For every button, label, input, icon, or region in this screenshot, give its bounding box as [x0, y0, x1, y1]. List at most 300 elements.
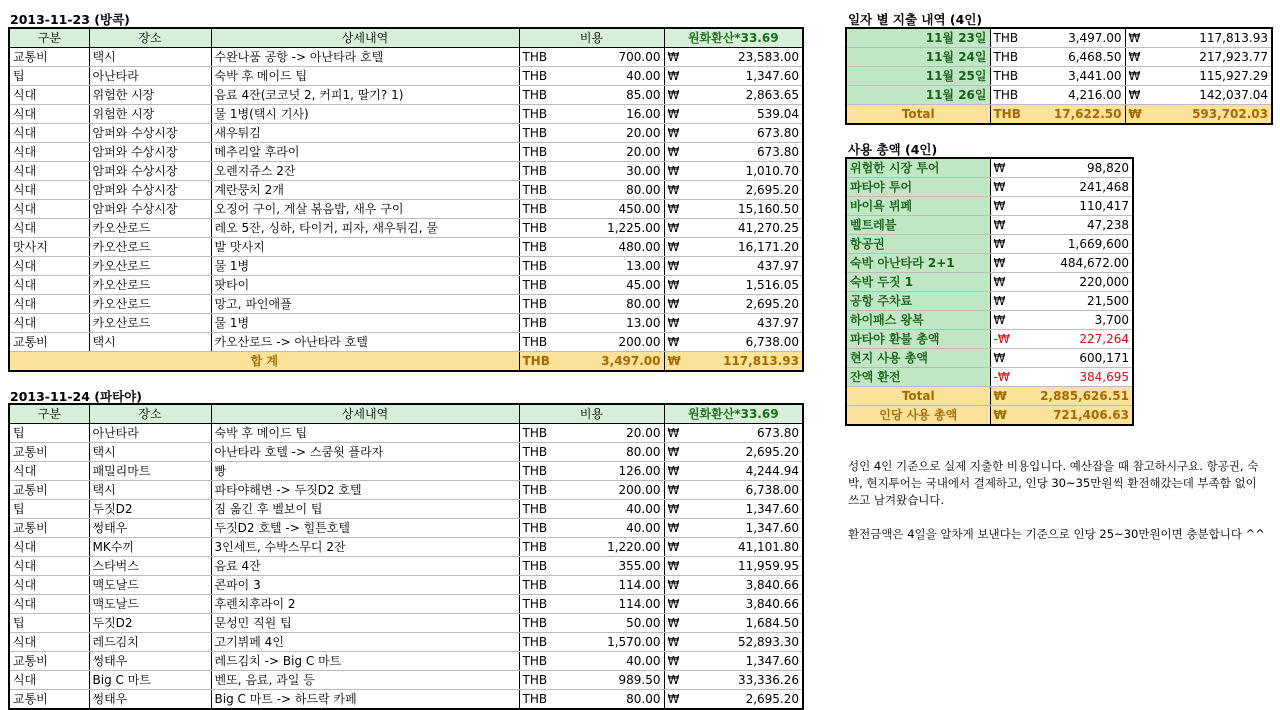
cell-detail: 메추리알 후라이 [211, 143, 519, 162]
usage-amount: 241,468 [1020, 178, 1133, 197]
usage-row [846, 368, 1133, 387]
table-row [9, 462, 803, 481]
cell-currency: THB [519, 276, 574, 295]
usage-amount: 98,820 [1020, 158, 1133, 178]
won-sign: ₩ [990, 273, 1020, 292]
cell-currency: THB [519, 671, 574, 690]
cell-currency: THB [519, 124, 574, 143]
cell-won-sign: ₩ [664, 143, 694, 162]
cell-category: 식대 [9, 86, 89, 105]
cell-place: 썽태우 [89, 652, 211, 671]
cell-detail: 숙박 후 메이드 팁 [211, 424, 519, 443]
usage-row [846, 197, 1133, 216]
cell-place: 패밀리마트 [89, 462, 211, 481]
header-detail: 상세내역 [211, 404, 519, 424]
cell-detail: 망고, 파인애플 [211, 295, 519, 314]
table-header-row [9, 404, 803, 424]
cell-place: 카오산로드 [89, 219, 211, 238]
cell-detail: 카오산로드 -> 아난타라 호텔 [211, 333, 519, 352]
cell-krw-amount: 6,738.00 [694, 333, 803, 352]
table-row [9, 143, 803, 162]
day2-title: 2013-11-24 (파타야) [10, 389, 142, 404]
won-sign: ₩ [990, 158, 1020, 178]
cell-amount: 114.00 [574, 595, 664, 614]
cell-category: 식대 [9, 143, 89, 162]
cell-currency: THB [519, 219, 574, 238]
cell-amount: 1,570.00 [574, 633, 664, 652]
daily-total-row [846, 105, 1272, 125]
thb-amount: 6,468.50 [1035, 48, 1125, 67]
won-sign: ₩ [990, 292, 1020, 311]
cell-won-sign: ₩ [664, 181, 694, 200]
cell-amount: 85.00 [574, 86, 664, 105]
cell-krw-amount: 6,738.00 [694, 481, 803, 500]
table-row [9, 219, 803, 238]
table-row [9, 633, 803, 652]
header-krw: 원화환산*33.69 [664, 28, 803, 48]
usage-label: 파타야 투어 [846, 178, 990, 197]
thb-amount: 4,216.00 [1035, 86, 1125, 105]
cell-amount: 40.00 [574, 500, 664, 519]
cell-place: 썽태우 [89, 690, 211, 710]
usage-row [846, 158, 1133, 178]
cell-currency: THB [519, 652, 574, 671]
header-place: 장소 [89, 28, 211, 48]
cell-krw-amount: 3,840.66 [694, 576, 803, 595]
cell-currency: THB [519, 538, 574, 557]
usage-label: 벨트레블 [846, 216, 990, 235]
cell-krw-amount: 2,695.20 [694, 690, 803, 710]
cell-won-sign: ₩ [664, 443, 694, 462]
cell-won-sign: ₩ [664, 200, 694, 219]
cell-amount: 13.00 [574, 314, 664, 333]
usage-row [846, 292, 1133, 311]
cell-won-sign: ₩ [664, 538, 694, 557]
usage-amount: 3,700 [1020, 311, 1133, 330]
cell-amount: 700.00 [574, 48, 664, 67]
cell-won-sign: ₩ [664, 462, 694, 481]
cell-detail: 계란뭉치 2개 [211, 181, 519, 200]
table-row [9, 614, 803, 633]
table-row [9, 652, 803, 671]
won-sign: -₩ [990, 330, 1020, 349]
day-label: 11월 23일 [846, 28, 990, 48]
usage-row [846, 235, 1133, 254]
cell-krw-amount: 16,171.20 [694, 238, 803, 257]
daily-row [846, 48, 1272, 67]
daily-total-amount: 17,622.50 [1035, 105, 1125, 125]
table-row [9, 500, 803, 519]
cell-detail: 콘파이 3 [211, 576, 519, 595]
cell-currency: THB [519, 105, 574, 124]
table-row [9, 576, 803, 595]
cell-place: 암퍼와 수상시장 [89, 162, 211, 181]
table-row [9, 557, 803, 576]
cell-amount: 450.00 [574, 200, 664, 219]
table-row [9, 443, 803, 462]
cell-currency: THB [519, 86, 574, 105]
cell-amount: 355.00 [574, 557, 664, 576]
cell-place: 썽태우 [89, 519, 211, 538]
day1-expense-table [8, 27, 804, 372]
usage-total-amount: 2,885,626.51 [1020, 387, 1133, 406]
cell-place: 카오산로드 [89, 257, 211, 276]
usage-total-row [846, 387, 1133, 406]
note-text [848, 458, 1268, 560]
usage-amount: 1,669,600 [1020, 235, 1133, 254]
cell-detail: 음료 4잔(코코넛 2, 커피1, 딸기? 1) [211, 86, 519, 105]
won-sign: ₩ [990, 387, 1020, 406]
table-row [9, 295, 803, 314]
cell-category: 교통비 [9, 443, 89, 462]
table-row [9, 519, 803, 538]
thb-amount: 3,441.00 [1035, 67, 1125, 86]
table-row [9, 424, 803, 443]
table-row [9, 690, 803, 710]
cell-detail: Big C 마트 -> 하드락 카페 [211, 690, 519, 710]
cell-won-sign: ₩ [664, 576, 694, 595]
table-row [9, 671, 803, 690]
cell-won-sign: ₩ [664, 424, 694, 443]
cell-krw-amount: 1,347.60 [694, 500, 803, 519]
won-sign: ₩ [990, 197, 1020, 216]
cell-won-sign: ₩ [664, 67, 694, 86]
table-row [9, 257, 803, 276]
cell-krw-amount: 3,840.66 [694, 595, 803, 614]
table-row [9, 314, 803, 333]
cell-category: 식대 [9, 576, 89, 595]
cell-place: 택시 [89, 333, 211, 352]
cell-place: 암퍼와 수상시장 [89, 181, 211, 200]
krw-amount: 117,813.93 [1155, 28, 1272, 48]
cell-place: 암퍼와 수상시장 [89, 143, 211, 162]
usage-label: 현지 사용 총액 [846, 349, 990, 368]
cell-currency: THB [519, 576, 574, 595]
cell-won-sign: ₩ [664, 124, 694, 143]
krw-amount: 217,923.77 [1155, 48, 1272, 67]
cell-detail: 문성민 직원 팁 [211, 614, 519, 633]
cell-currency: THB [519, 481, 574, 500]
cell-category: 식대 [9, 124, 89, 143]
usage-label: 잔액 환전 [846, 368, 990, 387]
cell-category: 팁 [9, 614, 89, 633]
usage-label: 숙박 두짓 1 [846, 273, 990, 292]
cell-won-sign: ₩ [664, 86, 694, 105]
cell-currency: THB [519, 295, 574, 314]
currency: THB [990, 67, 1035, 86]
cell-currency: THB [519, 595, 574, 614]
cell-krw-amount: 437.97 [694, 314, 803, 333]
cell-place: 택시 [89, 481, 211, 500]
usage-row [846, 273, 1133, 292]
cell-krw-amount: 1,684.50 [694, 614, 803, 633]
usage-row [846, 178, 1133, 197]
thb-amount: 3,497.00 [1035, 28, 1125, 48]
daily-total-label: Total [846, 105, 990, 125]
total-currency: THB [519, 352, 574, 372]
cell-krw-amount: 52,893.30 [694, 633, 803, 652]
cell-amount: 80.00 [574, 690, 664, 710]
cell-place: 택시 [89, 48, 211, 67]
cell-krw-amount: 2,863.65 [694, 86, 803, 105]
cell-won-sign: ₩ [664, 500, 694, 519]
cell-category: 식대 [9, 633, 89, 652]
total-krw-amount: 117,813.93 [694, 352, 803, 372]
cell-place: 레드김치 [89, 633, 211, 652]
cell-krw-amount: 33,336.26 [694, 671, 803, 690]
cell-detail: 오렌지쥬스 2잔 [211, 162, 519, 181]
cell-won-sign: ₩ [664, 614, 694, 633]
usage-label: 파타야 환불 총액 [846, 330, 990, 349]
cell-currency: THB [519, 162, 574, 181]
cell-currency: THB [519, 557, 574, 576]
won-sign: ₩ [990, 254, 1020, 273]
cell-category: 맛사지 [9, 238, 89, 257]
cell-won-sign: ₩ [664, 105, 694, 124]
cell-category: 팁 [9, 500, 89, 519]
cell-currency: THB [519, 238, 574, 257]
cell-detail: 벤또, 음료, 과일 등 [211, 671, 519, 690]
cell-currency: THB [519, 462, 574, 481]
total-amount: 3,497.00 [574, 352, 664, 372]
cell-category: 식대 [9, 295, 89, 314]
cell-detail: 수완나품 공항 -> 아난타라 호텔 [211, 48, 519, 67]
usage-total-amount: 721,406.63 [1020, 406, 1133, 426]
cell-place: MK수끼 [89, 538, 211, 557]
cell-amount: 200.00 [574, 333, 664, 352]
cell-place: 아난타라 [89, 67, 211, 86]
cell-amount: 989.50 [574, 671, 664, 690]
cell-krw-amount: 11,959.95 [694, 557, 803, 576]
cell-won-sign: ₩ [664, 652, 694, 671]
note-paragraph-1: 성인 4인 기준으로 실제 지출한 비용입니다. 예산잡을 때 참고하시구요. 항공권, 숙박, 현지투어는 국내에서 결제하고, 인당 30~35만원씩 환전해갔는데 부족함 없이 쓰고 남겨왔습니다. [848, 459, 1259, 507]
cell-detail: 빵 [211, 462, 519, 481]
usage-label: 바이욕 뷔페 [846, 197, 990, 216]
cell-currency: THB [519, 633, 574, 652]
cell-place: 카오산로드 [89, 295, 211, 314]
krw-amount: 115,927.29 [1155, 67, 1272, 86]
cell-amount: 80.00 [574, 295, 664, 314]
cell-category: 식대 [9, 257, 89, 276]
cell-won-sign: ₩ [664, 557, 694, 576]
cell-place: 두짓D2 [89, 614, 211, 633]
daily-total-currency: THB [990, 105, 1035, 125]
cell-won-sign: ₩ [664, 595, 694, 614]
cell-krw-amount: 1,010.70 [694, 162, 803, 181]
usage-label: 위험한 시장 투어 [846, 158, 990, 178]
cell-won-sign: ₩ [664, 238, 694, 257]
table-row [9, 67, 803, 86]
usage-total-label: Total [846, 387, 990, 406]
cell-detail: 오징어 구이, 게살 볶음밥, 새우 구이 [211, 200, 519, 219]
cell-currency: THB [519, 443, 574, 462]
cell-krw-amount: 673.80 [694, 124, 803, 143]
header-category: 구분 [9, 28, 89, 48]
cell-won-sign: ₩ [664, 314, 694, 333]
cell-krw-amount: 1,347.60 [694, 519, 803, 538]
cell-place: 스타벅스 [89, 557, 211, 576]
usage-row [846, 349, 1133, 368]
header-cost: 비용 [519, 404, 664, 424]
cell-won-sign: ₩ [664, 333, 694, 352]
cell-place: 위험한 시장 [89, 86, 211, 105]
cell-place: 암퍼와 수상시장 [89, 124, 211, 143]
usage-amount: 227,264 [1020, 330, 1133, 349]
daily-row [846, 67, 1272, 86]
cell-place: 위험한 시장 [89, 105, 211, 124]
cell-amount: 480.00 [574, 238, 664, 257]
cell-amount: 50.00 [574, 614, 664, 633]
usage-amount: 220,000 [1020, 273, 1133, 292]
cell-krw-amount: 673.80 [694, 424, 803, 443]
won-sign: ₩ [1125, 28, 1155, 48]
cell-krw-amount: 15,160.50 [694, 200, 803, 219]
cell-category: 식대 [9, 671, 89, 690]
cell-detail: 물 1병 [211, 314, 519, 333]
cell-krw-amount: 23,583.00 [694, 48, 803, 67]
won-sign: ₩ [990, 216, 1020, 235]
cell-amount: 20.00 [574, 143, 664, 162]
cell-place: Big C 마트 [89, 671, 211, 690]
total-label: 합 계 [9, 352, 519, 372]
daily-title: 일자 별 지출 내역 (4인) [848, 12, 983, 27]
cell-amount: 45.00 [574, 276, 664, 295]
cell-amount: 1,225.00 [574, 219, 664, 238]
cell-detail: 팟타이 [211, 276, 519, 295]
cell-currency: THB [519, 200, 574, 219]
cell-krw-amount: 41,101.80 [694, 538, 803, 557]
cell-won-sign: ₩ [664, 481, 694, 500]
cell-category: 팁 [9, 67, 89, 86]
usage-amount: 484,672.00 [1020, 254, 1133, 273]
header-place: 장소 [89, 404, 211, 424]
cell-amount: 30.00 [574, 162, 664, 181]
cell-currency: THB [519, 424, 574, 443]
cell-krw-amount: 1,347.60 [694, 67, 803, 86]
table-header-row [9, 28, 803, 48]
cell-category: 식대 [9, 219, 89, 238]
cell-detail: 파타야해변 -> 두짓D2 호텔 [211, 481, 519, 500]
usage-label: 숙박 아난타라 2+1 [846, 254, 990, 273]
table-row [9, 333, 803, 352]
usage-total-label: 인당 사용 총액 [846, 406, 990, 426]
cell-won-sign: ₩ [664, 633, 694, 652]
usage-amount: 384,695 [1020, 368, 1133, 387]
won-sign: ₩ [1125, 86, 1155, 105]
table-row [9, 276, 803, 295]
currency: THB [990, 86, 1035, 105]
won-sign: ₩ [990, 406, 1020, 426]
usage-label: 항공권 [846, 235, 990, 254]
cell-won-sign: ₩ [664, 671, 694, 690]
cell-amount: 40.00 [574, 519, 664, 538]
usage-row [846, 254, 1133, 273]
cell-detail: 3인세트, 수박스무디 2잔 [211, 538, 519, 557]
cell-category: 식대 [9, 162, 89, 181]
cell-currency: THB [519, 500, 574, 519]
cell-detail: 물 1병(택시 기사) [211, 105, 519, 124]
table-row [9, 538, 803, 557]
cell-currency: THB [519, 67, 574, 86]
cell-amount: 80.00 [574, 443, 664, 462]
cell-amount: 114.00 [574, 576, 664, 595]
cell-detail: 짐 옮긴 후 벨보이 팁 [211, 500, 519, 519]
table-row [9, 481, 803, 500]
won-sign: -₩ [990, 368, 1020, 387]
day2-expense-table [8, 403, 804, 710]
won-sign: ₩ [1125, 48, 1155, 67]
usage-amount: 600,171 [1020, 349, 1133, 368]
usage-amount: 47,238 [1020, 216, 1133, 235]
cell-amount: 13.00 [574, 257, 664, 276]
cell-won-sign: ₩ [664, 690, 694, 710]
cell-place: 맥도날드 [89, 595, 211, 614]
cell-amount: 126.00 [574, 462, 664, 481]
cell-detail: 아난타라 호텔 -> 스쿰윗 플라자 [211, 443, 519, 462]
cell-detail: 발 맛사지 [211, 238, 519, 257]
cell-currency: THB [519, 333, 574, 352]
header-detail: 상세내역 [211, 28, 519, 48]
cell-category: 식대 [9, 462, 89, 481]
won-sign: ₩ [990, 235, 1020, 254]
cell-won-sign: ₩ [664, 219, 694, 238]
cell-place: 아난타라 [89, 424, 211, 443]
cell-amount: 40.00 [574, 67, 664, 86]
header-krw: 원화환산*33.69 [664, 404, 803, 424]
usage-row [846, 216, 1133, 235]
note-paragraph-2: 환전금액은 4일을 알차게 보낸다는 기준으로 인당 25~30만원이면 충분합니다 ^^ [848, 527, 1265, 541]
cell-detail: 레드김치 -> Big C 마트 [211, 652, 519, 671]
day-label: 11월 26일 [846, 86, 990, 105]
cell-category: 식대 [9, 595, 89, 614]
cell-detail: 레오 5잔, 싱하, 타이거, 피자, 새우튀김, 물 [211, 219, 519, 238]
cell-currency: THB [519, 143, 574, 162]
cell-category: 식대 [9, 314, 89, 333]
cell-detail: 두짓D2 호텔 -> 힐튼호텔 [211, 519, 519, 538]
table-row [9, 105, 803, 124]
daily-row [846, 28, 1272, 48]
cell-place: 택시 [89, 443, 211, 462]
table-row [9, 238, 803, 257]
cell-detail: 새우튀김 [211, 124, 519, 143]
cell-krw-amount: 4,244.94 [694, 462, 803, 481]
cell-detail: 고기뷔페 4인 [211, 633, 519, 652]
cell-category: 식대 [9, 276, 89, 295]
table-row [9, 595, 803, 614]
won-sign: ₩ [990, 311, 1020, 330]
cell-krw-amount: 1,347.60 [694, 652, 803, 671]
usage-total-row [846, 406, 1133, 426]
cell-currency: THB [519, 181, 574, 200]
cell-krw-amount: 2,695.20 [694, 181, 803, 200]
currency: THB [990, 28, 1035, 48]
cell-detail: 후렌치후라이 2 [211, 595, 519, 614]
krw-amount: 142,037.04 [1155, 86, 1272, 105]
cell-currency: THB [519, 519, 574, 538]
cell-place: 카오산로드 [89, 238, 211, 257]
cell-amount: 1,220.00 [574, 538, 664, 557]
cell-category: 교통비 [9, 48, 89, 67]
cell-category: 교통비 [9, 519, 89, 538]
day-label: 11월 24일 [846, 48, 990, 67]
cell-krw-amount: 539.04 [694, 105, 803, 124]
daily-row [846, 86, 1272, 105]
cell-category: 식대 [9, 557, 89, 576]
usage-title: 사용 총액 (4인) [848, 142, 938, 157]
usage-row [846, 311, 1133, 330]
table-row [9, 124, 803, 143]
cell-category: 교통비 [9, 333, 89, 352]
